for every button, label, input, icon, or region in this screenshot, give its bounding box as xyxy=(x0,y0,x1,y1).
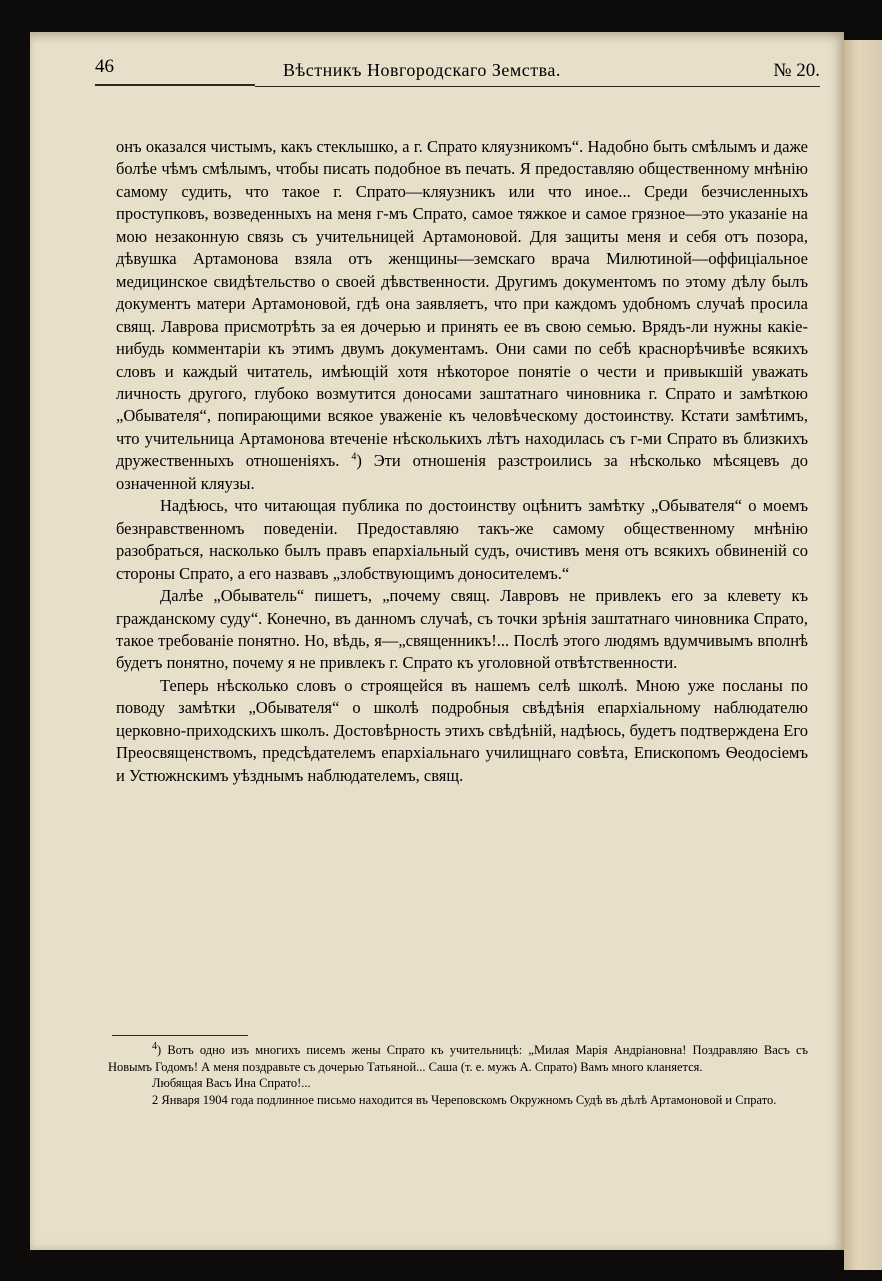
running-title: Вѣстникъ Новгородскаго Земства. xyxy=(283,60,561,80)
article-body xyxy=(116,136,808,787)
footnote-signoff: Любящая Васъ Ина Спрато!... xyxy=(152,1076,311,1090)
issue-number: № 20. xyxy=(773,60,820,81)
footnote: $^4$) Вотъ одно изъ многихъ писемъ жены Спрато къ учительницѣ: „Милая Марія Андріановна! Поздравляю Васъ съ Новымъ Годомъ! А меня поздравьте съ дочерью Татьяной... Саша (т. е. мужъ А. Спрато) Вамъ много кланяется. xyxy=(108,1040,808,1074)
page-number: 46 xyxy=(95,56,114,77)
paragraph-text: Эти отношенія разстроились за нѣсколько мѣсяцевъ до означенной кляузы. xyxy=(116,451,808,493)
footnotes xyxy=(108,1042,808,1108)
header-rule xyxy=(255,86,820,87)
paragraph: Надѣюсь, что читающая публика по достоинству оцѣнитъ замѣтку „Обывателя“ о моемъ безнравственномъ поведеніи. Предоставляю такъ-же самому общественному мнѣнію разобраться, насколько былъ правъ епархіальный судъ, очистивъ меня отъ всякихъ обвиненій со стороны Спрато, а его назвавъ „злобствующимъ доносителемъ.“ xyxy=(116,496,808,583)
footnote-text: Вотъ одно изъ многихъ писемъ жены Спрато къ учительницѣ: „Милая Марія Андріановна! Поздравляю Васъ съ Новымъ Годомъ! А меня поздравьте съ дочерью Татьяной... Саша (т. е. мужъ А. Спрато) Вамъ много кланяется. xyxy=(108,1043,808,1074)
footnote-marker: 4 xyxy=(351,451,357,463)
footnote-note: 2 Января 1904 года подлинное письмо находится въ Череповскомъ Окружномъ Судѣ въ дѣлѣ Артамоновой и Спрато. xyxy=(152,1092,777,1107)
footnote-marker: 4 xyxy=(152,1040,157,1052)
paragraph: онъ оказался чистымъ, какъ стеклышко, а г. Спрато кляузникомъ“. Надобно быть смѣлымъ и даже болѣе чѣмъ смѣлымъ, чтобы писать подобное въ печать. Я предоставляю общественному мнѣнію самому судить, что такое г. Спрато—кляузникъ или что иное... Среди безчисленныхъ проступковъ, возведенныхъ на меня г-мъ Спрато, самое тяжкое и самое грязное—это указаніе на мою незаконную связь съ учительницей Артамоновой. Для защиты меня и себя отъ позора, дѣвушка Артамонова взяла отъ женщины—земскаго врача Милютиной—оффиціальное медицинское свидѣтельство о своей дѣвственности. Другимъ документомъ по этому дѣлу былъ документъ матери Артамоновой, гдѣ она заявляетъ, что при каждомъ удобномъ случаѣ просила свящ. Лаврова присмотрѣть за ея дочерью и принять ее въ свою семью. Врядъ-ли нужны какіе-нибудь комментаріи къ этимъ двумъ документамъ. Они сами по себѣ краснорѣчивѣе всякихъ словъ и каждый читатель, имѣющій хотя нѣкоторое понятіе о чести и привыкшій уважать личность другого, глубоко возмутится доносами заштатнаго чиновника г. Спрато и замѣткою „Обывателя“, попирающими всякое уваженіе къ человѣческому достоинству. Кстати замѣтимъ, что учительница Артамонова втеченіе нѣсколькихъ лѣтъ находилась съ г-ми Спрато въ близкихъ дружественныхъ отношеніяхъ. $^4$) Эти отношенія разстроились за нѣсколько мѣсяцевъ до означенной кляузы. xyxy=(116,137,808,493)
page-header xyxy=(95,56,820,96)
paragraph: Теперь нѣсколько словъ о строящейся въ нашемъ селѣ школѣ. Мною уже посланы по поводу замѣтки „Обывателя“ о школѣ подробныя свѣдѣнія епархіальному наблюдателю церковно-приходскихъ школъ. Достовѣрность этихъ свѣдѣній, надѣюсь, будетъ подтверждена Его Преосвященствомъ, предсѣдателемъ епархіальнаго училищнаго совѣта, Епископомъ Ѳеодосіемъ и Устюжнскимъ уѣзднымъ наблюдателемъ, свящ. xyxy=(116,675,808,785)
adjacent-page-edge xyxy=(844,40,882,1270)
header-rule xyxy=(95,84,255,86)
footnote-rule xyxy=(112,1035,248,1036)
paragraph-text: онъ оказался чистымъ, какъ стеклышко, а г. Спрато кляузникомъ“. Надобно быть смѣлымъ и даже болѣе чѣмъ смѣлымъ, чтобы писать подобное въ печать. Я предоставляю общественному мнѣнію самому судить, что такое г. Спрато—кляузникъ или что иное... Среди безчисленныхъ проступковъ, возведенныхъ на меня г-мъ Спрато, самое тяжкое и самое грязное—это указаніе на мою незаконную связь съ учительницей Артамоновой. Для защиты меня и себя отъ позора, дѣвушка Артамонова взяла отъ женщины—земскаго врача Милютиной—оффиціальное медицинское свидѣтельство о своей дѣвственности. Другимъ документомъ по этому дѣлу былъ документъ матери Артамоновой, гдѣ она заявляетъ, что при каждомъ удобномъ случаѣ просила свящ. Лаврова присмотрѣть за ея дочерью и принять ее въ свою семью. Врядъ-ли нужны какіе-нибудь комментаріи къ этимъ двумъ документамъ. Они сами по себѣ краснорѣчивѣе всякихъ словъ и каждый читатель, имѣющій хотя нѣкоторое понятіе о чести и привыкшій уважать личность другого, глубоко возмутится доносами заштатнаго чиновника г. Спрато и замѣткою „Обывателя“, попирающими всякое уваженіе къ человѣческому достоинству. Кстати замѣтимъ, что учительница Артамонова втеченіе нѣсколькихъ лѣтъ находилась съ г-ми Спрато въ близкихъ дружественныхъ отношеніяхъ. xyxy=(116,137,808,471)
paragraph: Далѣе „Обыватель“ пишетъ, „почему свящ. Лавровъ не привлекъ его за клевету къ гражданскому суду“. Конечно, въ данномъ случаѣ, съ точки зрѣнія заштатнаго чиновника Спрато, такое требованіе понятно. Но, вѣдь, я—„священникъ!... Послѣ этого людямъ вдумчивымъ вполнѣ будетъ понятно, почему я не привлекъ г. Спрато къ уголовной отвѣтственности. xyxy=(116,586,808,673)
